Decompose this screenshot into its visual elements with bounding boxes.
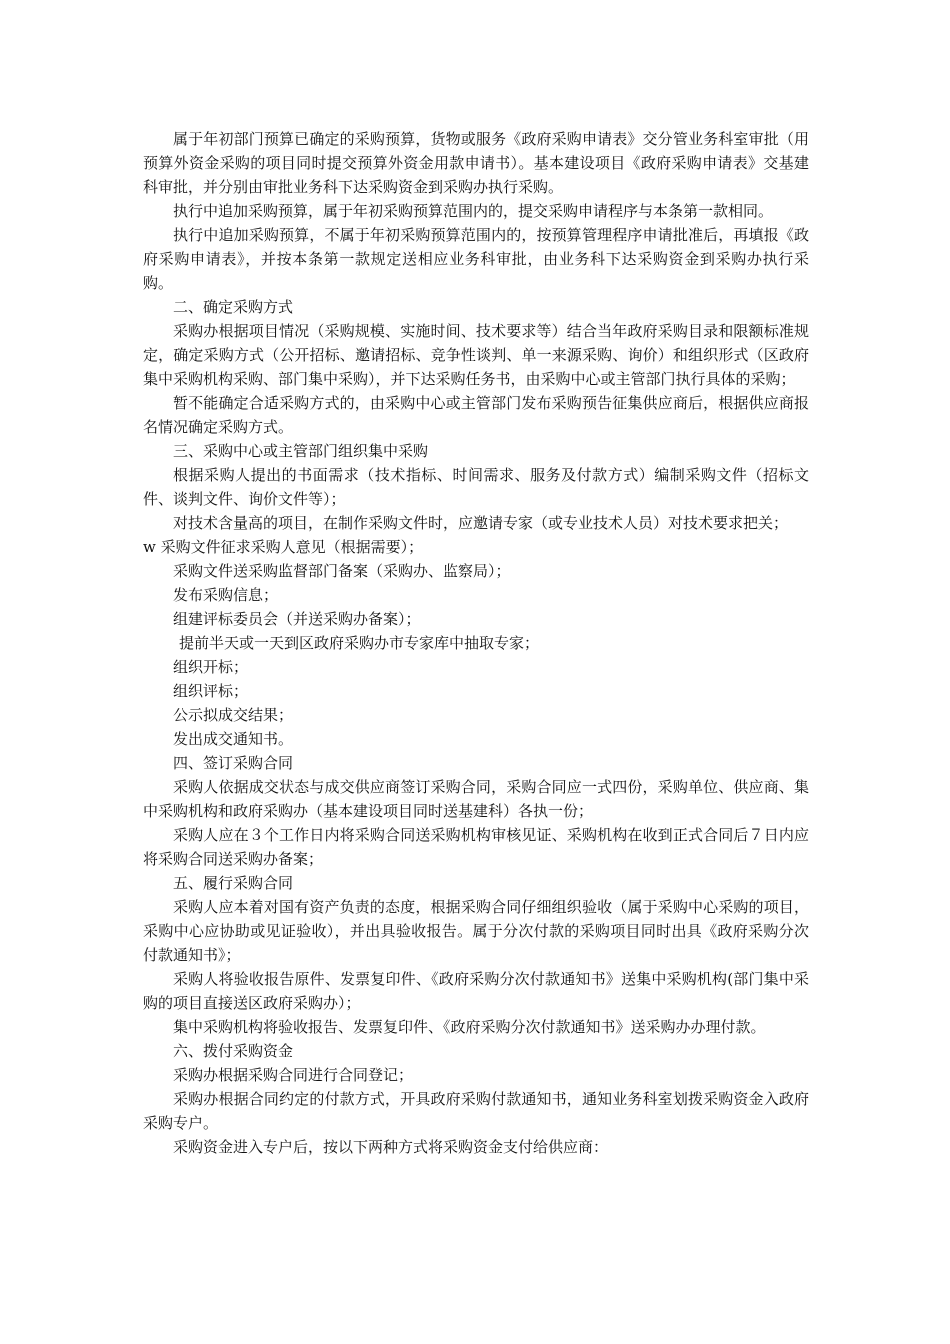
paragraph-publicize-results: 公示拟成交结果； <box>173 706 294 724</box>
section-heading-2: 二、确定采购方式 <box>173 298 294 316</box>
paragraph-select-experts: 提前半天或一天到区政府采购办市专家库中抽取专家； <box>179 634 540 652</box>
paragraph-prepare-documents: 根据采购人提出的书面需求（技术指标、时间需求、服务及付款方式）编制采购文件（招标文件、谈判文件、询价文件等）； <box>143 466 809 508</box>
section-heading-6: 六、拨付采购资金 <box>173 1042 294 1060</box>
paragraph-issue-notice: 发出成交通知书。 <box>173 730 294 748</box>
paragraph-annual-budget: 属于年初部门预算已确定的采购预算，货物或服务《政府采购申请表》交分管业务科室审批（用预算外资金采购的项目同时提交预算外资金用款申请书）。基本建设项目《政府采购申请表》交基建科审批，并分别由审批业务科下达采购资金到采购办执行采购。 <box>143 130 809 196</box>
section-heading-4: 四、签订采购合同 <box>173 754 294 772</box>
paragraph-acceptance: 采购人应本着对国有资产负责的态度，根据采购合同仔细组织验收（属于采购中心采购的项目，采购中心应协助或见证验收），并出具验收报告。属于分次付款的采购项目同时出具《政府采购分次付款通知书》； <box>143 898 809 964</box>
paragraph-payment-methods: 采购资金进入专户后，按以下两种方式将采购资金支付给供应商： <box>173 1138 609 1156</box>
paragraph-procurement-method: 采购办根据项目情况（采购规模、实施时间、技术要求等）结合当年政府采购目录和限额标准规定，确定采购方式（公开招标、邀请招标、竞争性谈判、单一来源采购、询价）和组织形式（区政府集中采购机构采购、部门集中采购），并下达采购任务书，由采购中心或主管部门执行具体的采购； <box>143 322 809 388</box>
section-heading-3: 三、采购中心或主管部门组织集中采购 <box>173 442 429 460</box>
paragraph-expert-review: 对技术含量高的项目，在制作采购文件时，应邀请专家（或专业技术人员）对技术要求把关； <box>173 514 789 532</box>
paragraph-form-committee: 组建评标委员会（并送采购办备案）； <box>173 610 421 628</box>
paragraph-payment-notice: 采购办根据合同约定的付款方式，开具政府采购付款通知书，通知业务科室划拨采购资金入政府采购专户。 <box>143 1090 809 1132</box>
paragraph-undetermined-method: 暂不能确定合适采购方式的，由采购中心或主管部门发布采购预告征集供应商后，根据供应商报名情况确定采购方式。 <box>143 394 809 436</box>
paragraph-submit-documents: 采购人将验收报告原件、发票复印件、《政府采购分次付款通知书》送集中采购机构(部门集中采购的项目直接送区政府采购办）； <box>143 970 809 1012</box>
section-heading-5: 五、履行采购合同 <box>173 874 294 892</box>
document-body <box>143 127 809 1159</box>
paragraph-additional-budget-outside: 执行中追加采购预算，不属于年初采购预算范围内的，按预算管理程序申请批准后，再填报《政府采购申请表》，并按本条第一款规定送相应业务科审批，由业务科下达采购资金到采购办执行采购。 <box>143 226 809 292</box>
paragraph-publish-info: 发布采购信息； <box>173 586 279 604</box>
paragraph-file-record: 采购文件送采购监督部门备案（采购办、监察局）； <box>173 562 511 580</box>
paragraph-evaluate-bids: 组织评标； <box>173 682 249 700</box>
paragraph-additional-budget-within: 执行中追加采购预算，属于年初采购预算范围内的，提交采购申请程序与本条第一款相同。 <box>173 202 774 220</box>
paragraph-contract-review: 采购人应在３个工作日内将采购合同送采购机构审核见证、采购机构在收到正式合同后７日内应将采购合同送采购办备案； <box>143 826 809 868</box>
paragraph-sign-contract: 采购人依据成交状态与成交供应商签订采购合同，采购合同应一式四份，采购单位、供应商、集中采购机构和政府采购办（基本建设项目同时送基建科）各执一份； <box>143 778 809 820</box>
paragraph-payment-processing: 集中采购机构将验收报告、发票复印件、《政府采购分次付款通知书》送采购办办理付款。 <box>173 1018 766 1036</box>
paragraph-open-bids: 组织开标； <box>173 658 249 676</box>
paragraph-contract-registration: 采购办根据采购合同进行合同登记； <box>173 1066 414 1084</box>
paragraph-solicit-opinions: w 采购文件征求采购人意见（根据需要）； <box>143 538 424 556</box>
